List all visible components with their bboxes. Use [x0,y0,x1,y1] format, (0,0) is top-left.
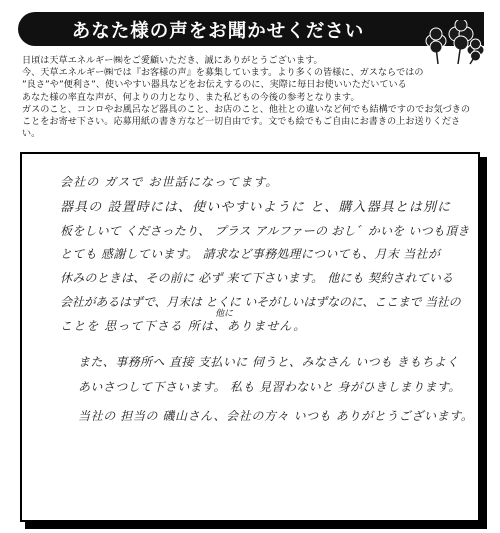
letter-line: 器具の 設置時には、使いやすいように と、購入器具とは別に [60,200,452,215]
clover-icon [418,20,484,66]
header-banner [18,12,484,46]
letter-line: 会社の ガスで お世話になってます。 [60,175,279,189]
letter-line: あいさつして下さいます。 私も 見習わないと 身がひきしまります。 [78,380,461,394]
letter-insert: 他に [215,309,234,319]
intro-line: 今、天草エネルギー㈱では『お客様の声』を募集しています。より多くの皆様に、ガスならではの [22,68,424,79]
intro-text [22,55,471,140]
letter-line: とても 感謝しています。 請求など事務処理についても、月末 当社が [60,247,441,261]
intro-line: ガスのこと、コンロやお風呂など器具のこと、お店のこと、他社との違いなど何でも結構ですのでお気づきのことをお寄せ下さい。応募用紙の書き方など一切自由です。文でも絵でもご自由にお書きの上お送りください。 [22,104,471,140]
intro-line: あなた様の率直な声が、何よりの力となり、また私どもの今後の参考となります。 [22,92,360,103]
letter-line: 当社の 担当の 磯山さん、会社の方々 いつも ありがとうございます。 [78,409,474,423]
letter-line: ことを 思って下さる 所は、ありません。 [60,319,307,333]
page-title: あなた様の声をお聞かせください [71,21,365,42]
intro-line: 日頃は天草エネルギー㈱をご愛顧いただき、誠にありがとうございます。 [22,56,323,66]
letter-line: 休みのときは、その前に 必ず 来て下さいます。 他にも 契約されている [60,271,454,285]
letter-line: また、事務所へ 直接 支払いに 伺うと、みなさん いつも きもちよく [78,355,459,369]
letter-line: 板をしいて くださったり、 プラス アルファーの おし゛かいを いつも頂き [60,224,470,238]
intro-line: ”良さ”や”便利さ”、使いやすい器具などをお伝えするのに、実際に毎日お使いいただいている [22,80,407,91]
letter-line: 会社があるはずで、月末は とくに いそがしいはずなのに、ここまで 当社の [60,295,461,309]
